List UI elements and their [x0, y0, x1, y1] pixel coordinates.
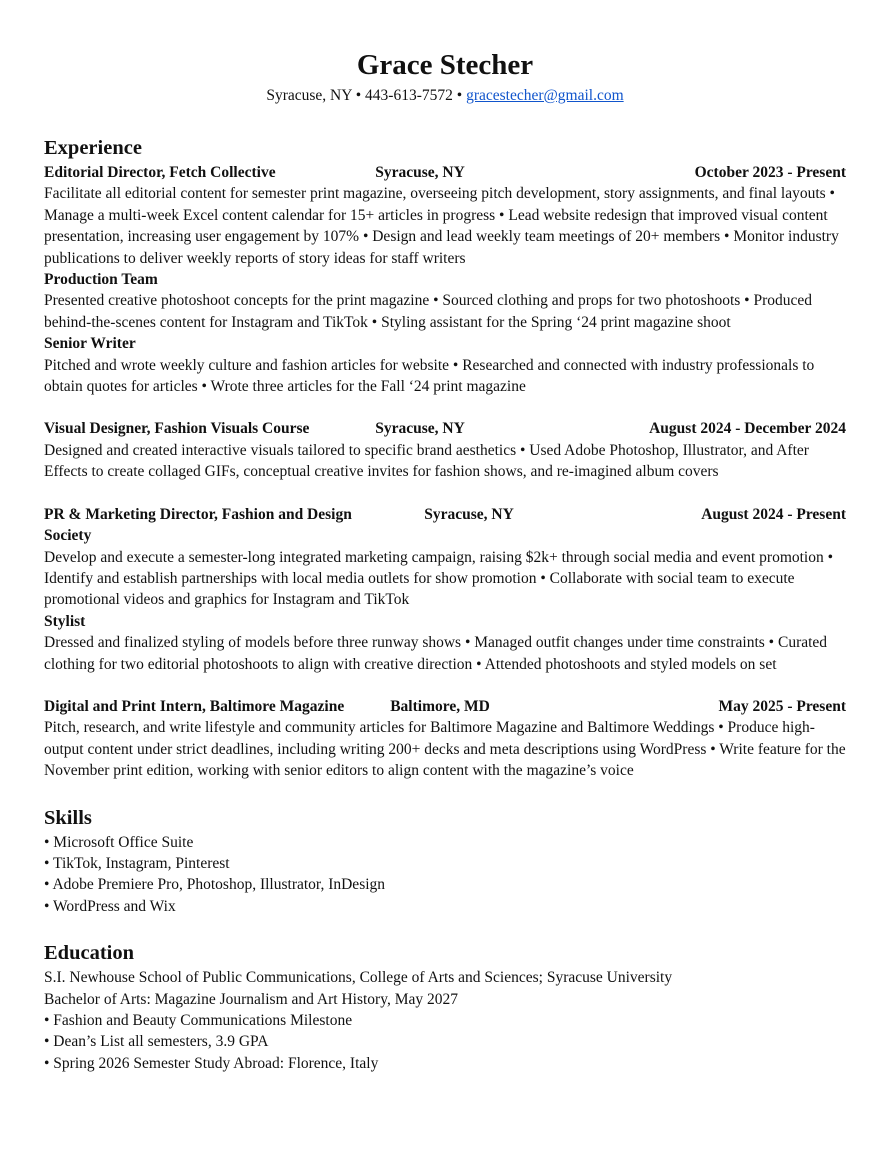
email-link[interactable]: gracestecher@gmail.com [466, 87, 624, 104]
job-title: Editorial Director, Fetch Collective [44, 164, 276, 181]
job-header [44, 504, 846, 547]
job-title: Digital and Print Intern, Baltimore Magazine [44, 697, 345, 715]
job-fetch-collective [44, 162, 846, 397]
job-location: Baltimore, MD [390, 697, 490, 715]
job-dates: August 2024 - December 2024 [649, 420, 846, 438]
skill-item: • WordPress and Wix [44, 897, 176, 915]
degree: Bachelor of Arts: Magazine Journalism and Art History, May 2027 [44, 990, 458, 1008]
skill-item: • Adobe Premiere Pro, Photoshop, Illustrator, InDesign [44, 876, 386, 894]
education-item: • Dean’s List all semesters, 3.9 GPA [44, 1033, 269, 1051]
education-item: • Spring 2026 Semester Study Abroad: Florence, Italy [44, 1054, 379, 1072]
job-description: Develop and execute a semester-long integrated marketing campaign, raising $2k+ through social media and event promotion • Identify and establish partnerships with local media outlets for show promotion • Collaborate with social team to execute promotional videos and graphics for Instagram and TikTok [44, 548, 834, 609]
job-location: Syracuse, NY [424, 505, 514, 523]
subrole-title: Production Team [44, 271, 158, 289]
job-title: Visual Designer, Fashion Visuals Course [44, 420, 310, 438]
contact-line [44, 85, 846, 107]
job-dates: May 2025 - Present [718, 697, 846, 715]
contact-location-phone: Syracuse, NY • 443-613-7572 • [266, 87, 467, 104]
education-item: • Fashion and Beauty Communications Milestone [44, 1012, 353, 1029]
education-heading: Education [44, 942, 134, 965]
school-name: S.I. Newhouse School of Public Communications, College of Arts and Sciences; Syracuse University [44, 969, 673, 987]
job-visual-designer [44, 418, 846, 482]
job-header [44, 162, 846, 183]
subrole-title: Stylist [44, 612, 86, 630]
job-baltimore-magazine [44, 696, 846, 782]
job-description: Facilitate all editorial content for semester print magazine, overseeing pitch development, story assignments, and final layouts • Manage a multi-week Excel content calendar for 15+ articles in progress • Lead website redesign that improved visual content presentation, increasing user engagement by 107% • Design and lead weekly team meetings of 20+ members • Monitor industry publications to deliver weekly reports of story ideas for staff writers [44, 185, 839, 267]
job-location: Syracuse, NY [375, 164, 465, 181]
job-pr-marketing [44, 504, 846, 675]
subrole-description: Presented creative photoshoot concepts for the print magazine • Sourced clothing and props for two photoshoots • Produced behind-the-scenes content for Instagram and TikTok • Styling assistant for the Spring ‘24 print magazine shoot [44, 292, 813, 331]
skills-heading: Skills [44, 806, 92, 829]
candidate-name: Grace Stecher [356, 49, 534, 81]
subrole-description: Dressed and finalized styling of models before three runway shows • Managed outfit changes under time constraints • Curated clothing for two editorial photoshoots to align with creative direction • Attended photoshoots and styled models on set [44, 634, 828, 673]
job-description: Pitch, research, and write lifestyle and community articles for Baltimore Magazine and Baltimore Weddings • Produce high-output content under strict deadlines, including writing 200+ decks and meta descriptions using WordPress • Write feature for the November print edition, working with senior editors to align content with the magazine’s voice [44, 719, 846, 780]
job-title: PR & Marketing Director, Fashion and Design Society [44, 505, 352, 545]
skill-item: • TikTok, Instagram, Pinterest [44, 854, 230, 872]
subrole-title: Senior Writer [44, 335, 136, 353]
job-header [44, 696, 846, 717]
resume-page [44, 46, 846, 1074]
job-description: Designed and created interactive visuals tailored to specific brand aesthetics • Used Adobe Photoshop, Illustrator, and After Effects to create collaged GIFs, conceptual creative invites for fashion shows, and re-imagined album covers [44, 441, 809, 481]
job-dates: October 2023 - Present [694, 164, 846, 181]
job-dates: August 2024 - Present [701, 505, 846, 523]
job-location: Syracuse, NY [375, 420, 465, 438]
subrole-description: Pitched and wrote weekly culture and fashion articles for website • Researched and connected with industry professionals to obtain quotes for articles • Wrote three articles for the Fall ‘24 print magazine [44, 356, 815, 396]
skill-item: • Microsoft Office Suite [44, 833, 194, 851]
education-block [44, 967, 846, 1074]
job-header [44, 418, 846, 439]
skills-list [44, 832, 846, 918]
experience-heading: Experience [44, 137, 142, 159]
